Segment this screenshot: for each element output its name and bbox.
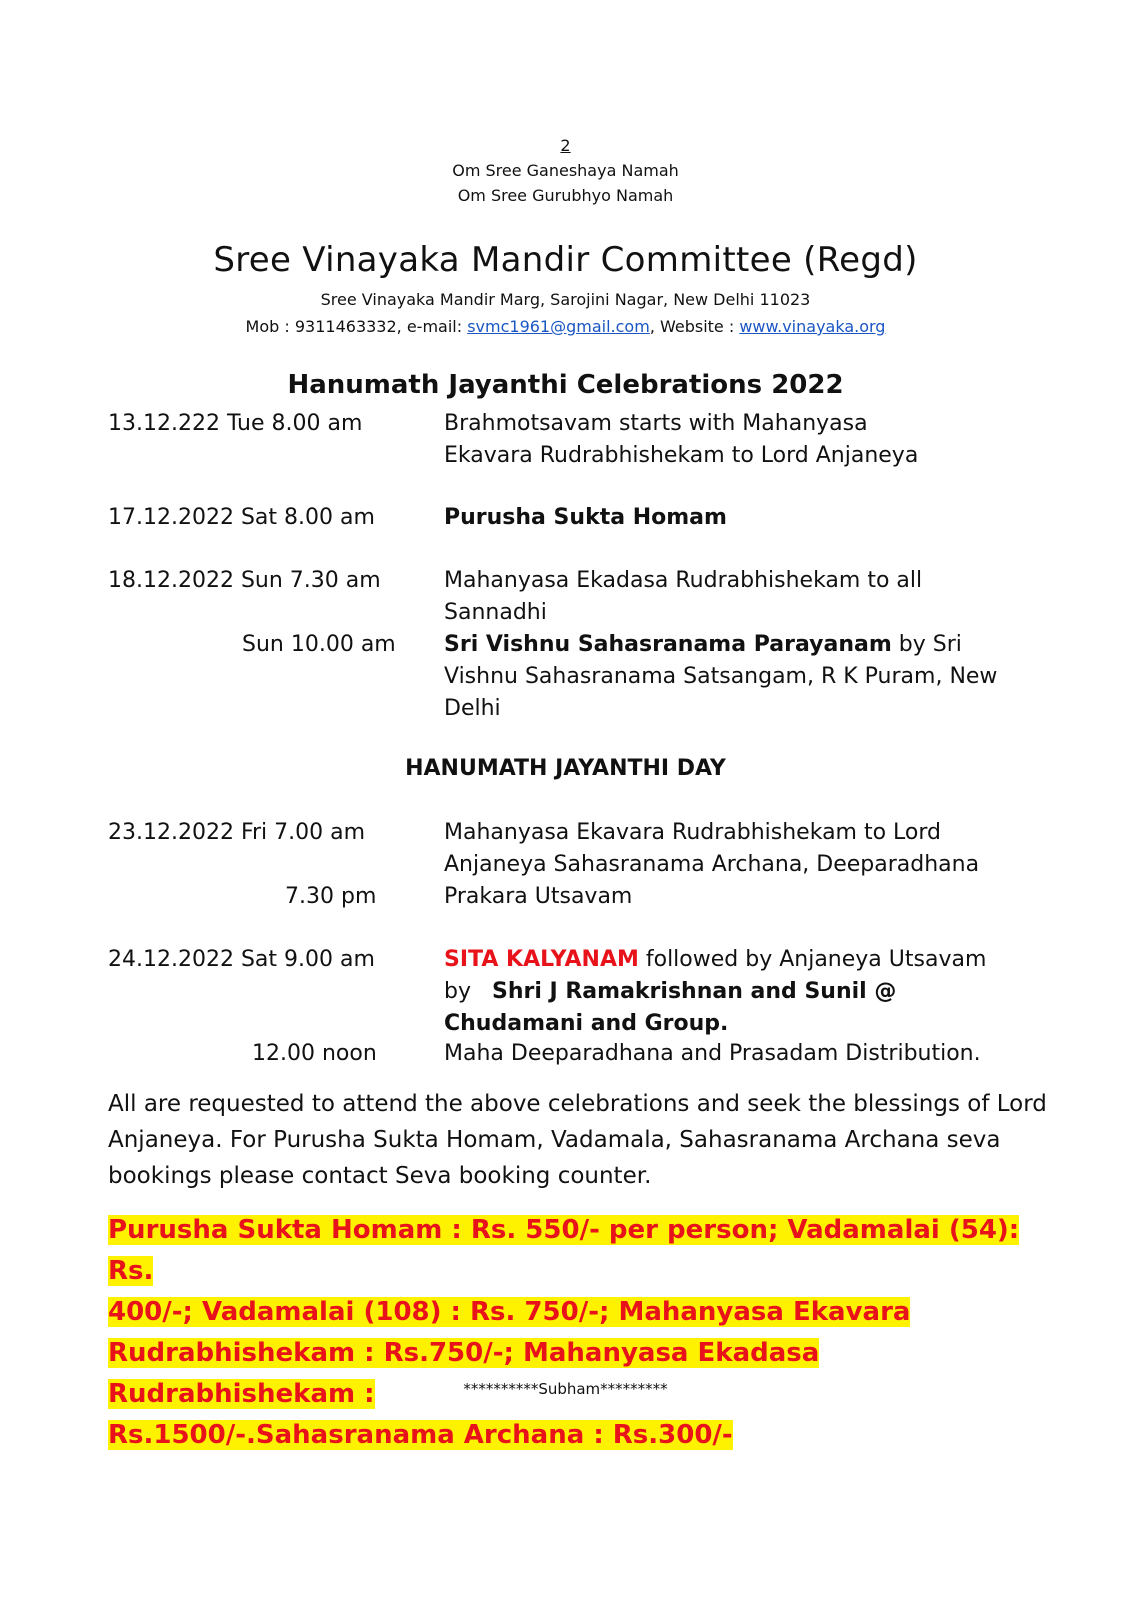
sita-kalyanam-label: SITA KALYANAM [444,947,639,972]
subham-footer: **********Subham********* [463,1380,668,1398]
event-6-desc: Prakara Utsavam [444,884,633,909]
organization-address: Sree Vinayaka Mandir Marg, Sarojini Nagar, New Delhi 11023 [320,290,811,309]
event-8-when: 12.00 noon [252,1041,377,1066]
event-2-desc: Purusha Sukta Homam [444,505,727,530]
event-3-line-1: Mahanyasa Ekadasa Rudrabhishekam to all [444,568,923,593]
event-7-by: by [444,979,492,1004]
event-5-line-1: Mahanyasa Ekavara Rudrabhishekam to Lord [444,820,942,845]
invocation-guru: Om Sree Gurubhyo Namah [457,186,674,205]
invocation-ganesha: Om Sree Ganeshaya Namah [452,161,679,180]
event-1-line-2: Ekavara Rudrabhishekam to Lord Anjaneya [444,443,919,468]
rates-line-4: Rs.1500/-.Sahasranama Archana : Rs.300/- [108,1420,733,1450]
event-1-when: 13.12.222 Tue 8.00 am [108,411,363,436]
event-3-line-2: Sannadhi [444,600,547,625]
event-3-when: 18.12.2022 Sun 7.30 am [108,568,381,593]
event-7-performers: Shri J Ramakrishnan and Sunil @ [491,979,897,1004]
event-5-line-2: Anjaneya Sahasranama Archana, Deeparadhana [444,852,980,877]
request-paragraph: All are requested to attend the above celebrations and seek the blessings of Lord Anjaneya. For Purusha Sukta Homam, Vadamala, Sahasranama Archana seva bookings please contact Seva booking counter. [108,1091,1047,1189]
event-7-line-3: Chudamani and Group. [444,1011,729,1036]
event-4-line-1 [444,629,1054,661]
event-7-when: 24.12.2022 Sat 9.00 am [108,947,375,972]
event-7-desc [444,944,1054,1040]
event-3-desc [444,565,1054,629]
seva-rates [108,1210,1058,1456]
contact-line [0,317,1131,336]
rates-line-2: 400/-; Vadamalai (108) : Rs. 750/-; Mahanyasa Ekavara [108,1297,911,1327]
contact-prefix: Mob : 9311463332, e-mail: [245,317,468,336]
rates-line-1: Purusha Sukta Homam : Rs. 550/- per person; Vadamalai (54): Rs. [108,1215,1020,1286]
event-4-desc [444,629,1054,725]
event-7-line-1 [444,944,1054,976]
event-8-desc: Maha Deeparadhana and Prasadam Distribution. [444,1041,981,1066]
event-2-when: 17.12.2022 Sat 8.00 am [108,505,375,530]
event-4-line-3: Delhi [444,696,501,721]
event-4-when: Sun 10.00 am [242,632,396,657]
organization-name: Sree Vinayaka Mandir Committee (Regd) [213,240,918,280]
email-link[interactable]: svmc1961@gmail.com [467,317,650,336]
event-7-line-2 [444,976,1054,1008]
website-prefix: , Website : [649,317,740,336]
event-4-rest: by Sri [891,632,962,657]
jayanthi-day-heading: HANUMATH JAYANTHI DAY [405,756,726,781]
celebrations-title: Hanumath Jayanthi Celebrations 2022 [287,370,844,400]
event-4-bold: Sri Vishnu Sahasranama Parayanam [444,632,892,657]
event-4-line-2: Vishnu Sahasranama Satsangam, R K Puram, New [444,664,998,689]
rates-line-3: Rudrabhishekam : Rs.750/-; Mahanyasa Ekadasa Rudrabhishekam : [108,1338,820,1409]
event-1-line-1: Brahmotsavam starts with Mahanyasa [444,411,868,436]
event-1-desc [444,408,1054,472]
event-5-desc [444,817,1054,881]
website-link[interactable]: www.vinayaka.org [739,317,886,336]
event-5-when: 23.12.2022 Fri 7.00 am [108,820,366,845]
event-6-when: 7.30 pm [285,884,377,909]
page-number: 2 [560,136,571,155]
event-7-rest: followed by Anjaneya Utsavam [638,947,987,972]
